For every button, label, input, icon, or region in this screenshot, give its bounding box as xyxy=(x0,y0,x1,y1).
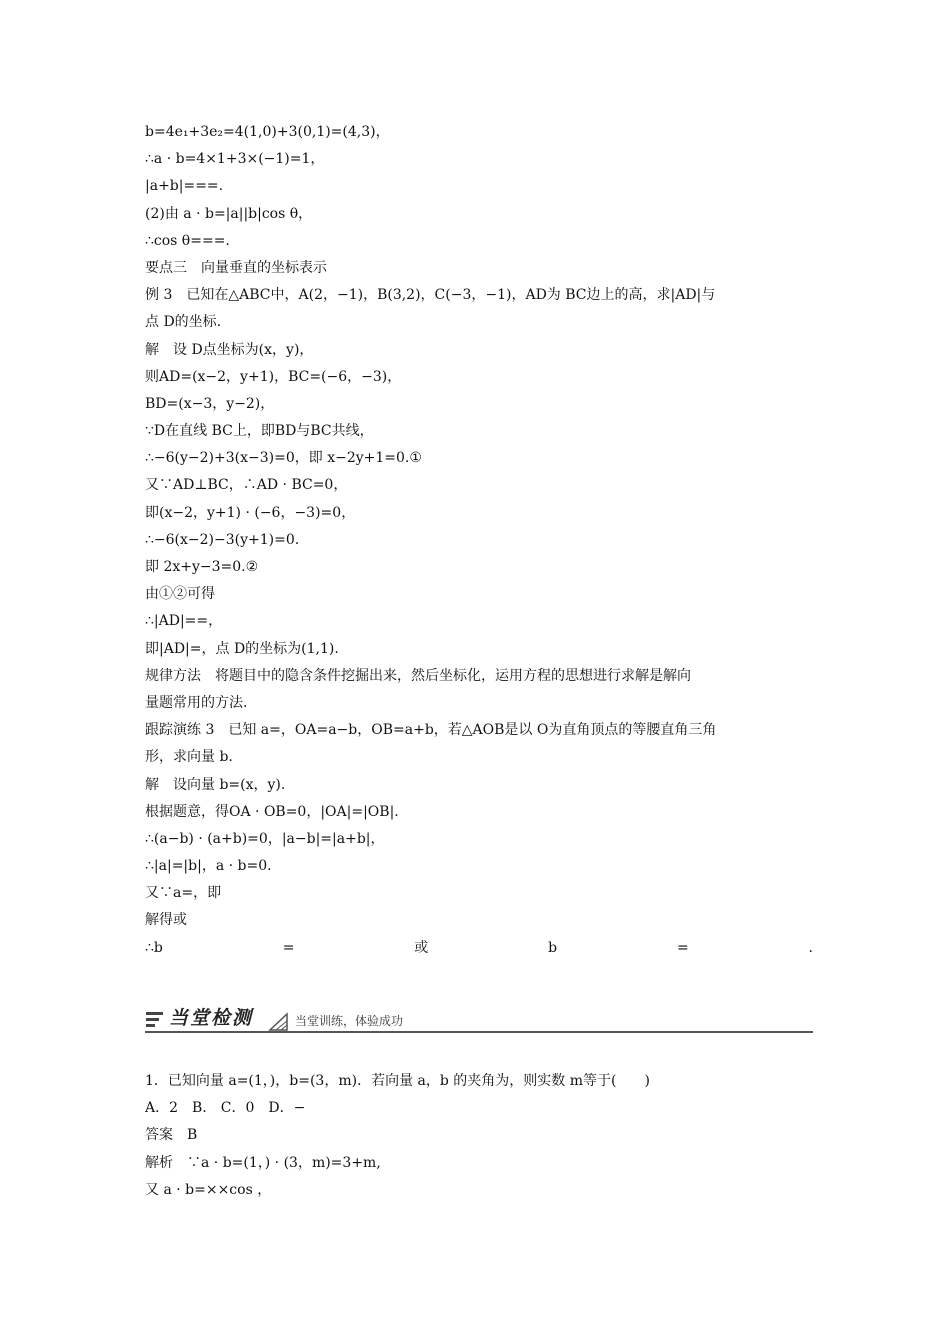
text-line: ∵D在直线 BC上，即BD与BC共线， xyxy=(145,423,374,440)
example-3-statement-cont: 点 D的坐标. xyxy=(145,314,222,331)
text-line: 解得或 xyxy=(145,912,187,929)
banner-title: 当堂检测 xyxy=(169,1007,254,1029)
text-line: b=4e₁+3e₂=4(1,0)+3(0,1)=(4,3)， xyxy=(145,124,390,140)
analysis-line: 解析 ∵a · b=(1，) · (3，m)=3+m, xyxy=(145,1154,381,1171)
text-line: ∴cos θ===. xyxy=(145,232,230,249)
result-line xyxy=(145,935,813,962)
text-line: ∴(a−b) · (a+b)=0，|a−b|=|a+b|， xyxy=(145,830,385,847)
text-line: BD=(x−3，y−2)， xyxy=(145,395,275,412)
answer-line: 答案 B xyxy=(145,1127,198,1144)
question-1-options: A．2 B. C．0 D．− xyxy=(145,1100,306,1117)
triangle-stripes-icon xyxy=(268,1011,288,1031)
question-1: 1．已知向量 a=(1，)，b=(3，m)．若向量 a，b 的夹角为，则实数 m等于( ) xyxy=(145,1073,650,1089)
result-part: b xyxy=(548,939,558,956)
text-line: 即(x−2，y+1) · (−6，−3)=0， xyxy=(145,504,356,521)
text-line: 由①②可得 xyxy=(145,586,215,603)
key-point-heading: 要点三 向量垂直的坐标表示 xyxy=(145,259,327,276)
text-line: 又 a · b=××cos ， xyxy=(145,1181,272,1198)
text-line: 即|AD|=，点 D的坐标为(1,1). xyxy=(145,640,339,657)
text-line: ∴a · b=4×1+3×(−1)=1， xyxy=(145,151,325,168)
stripes-icon xyxy=(145,1009,165,1029)
text-line: ∴|a|=|b|，a · b=0. xyxy=(145,858,272,875)
text-line: 根据题意，得OA · OB=0，|OA|=|OB|. xyxy=(145,803,399,820)
text-line: ∴|AD|==， xyxy=(145,613,223,630)
text-line: (2)由 a · b=|a||b|cos θ， xyxy=(145,205,313,222)
banner-subtitle: 当堂训练，体验成功 xyxy=(295,1014,404,1028)
practice-3-statement-cont: 形，求向量 b. xyxy=(145,749,233,766)
result-part: ∴b xyxy=(145,939,163,956)
check-section xyxy=(145,1068,813,1204)
text-line: 解 设向量 b=(x，y). xyxy=(145,776,286,793)
text-line: 又∵AD⊥BC，∴AD · BC=0， xyxy=(145,477,348,494)
result-part: = xyxy=(282,939,295,956)
result-part: . xyxy=(808,939,813,956)
section-banner xyxy=(145,1005,813,1033)
text-line: |a+b|===. xyxy=(145,178,224,195)
practice-3-statement: 跟踪演练 3 已知 a=，OA=a−b，OB=a+b，若△AOB是以 O为直角顶点的等腰直角三角 xyxy=(145,722,717,739)
text-line: 则AD=(x−2，y+1)，BC=(−6，−3)， xyxy=(145,368,402,385)
method-note: 规律方法 将题目中的隐含条件挖掘出来，然后坐标化，运用方程的思想进行求解是解向 xyxy=(145,667,691,684)
banner-rule xyxy=(145,1031,813,1033)
text-line: 解 设 D点坐标为(x，y)， xyxy=(145,341,314,358)
text-line: 即 2x+y−3=0.② xyxy=(145,559,259,575)
result-part: 或 xyxy=(414,939,429,956)
example-3-statement: 例 3 已知在△ABC中，A(2，−1)，B(3,2)，C(−3，−1)，AD为 BC边上的高，求|AD|与 xyxy=(145,287,716,304)
method-note-cont: 量题常用的方法. xyxy=(145,694,248,711)
text-line: ∴−6(x−2)−3(y+1)=0. xyxy=(145,531,300,548)
text-line: 又∵a=，即 xyxy=(145,885,222,902)
solution-section xyxy=(145,119,813,962)
text-line: ∴−6(y−2)+3(x−3)=0，即 x−2y+1=0.① xyxy=(145,450,422,467)
result-part: = xyxy=(676,939,689,956)
